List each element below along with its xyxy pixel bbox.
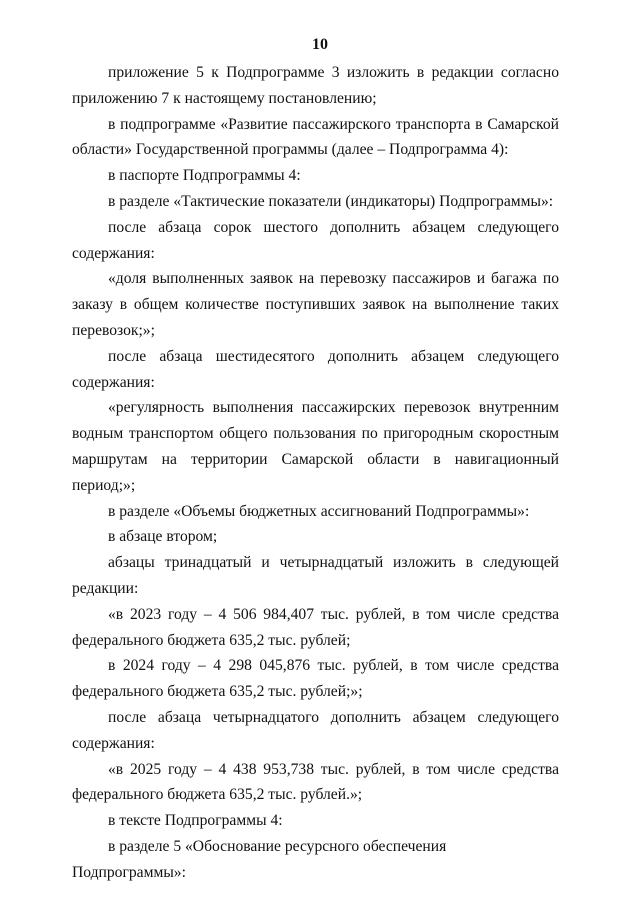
paragraph-section-5: в разделе 5 «Обоснование ресурсного обеспечения Подпрограммы»:	[72, 837, 447, 881]
paragraph-2025: «в 2025 году – 4 438 953,738 тыс. рублей, в том числе средства федерального бюджета 635,2 тыс. рублей.»;	[72, 760, 559, 804]
paragraph-2024: в 2024 году – 4 298 045,876 тыс. рублей, в том числе средства федерального бюджета 635,2 тыс. рублей;»;	[72, 657, 559, 701]
paragraph-passport: в паспорте Подпрограммы 4:	[108, 167, 301, 185]
paragraph-subprogram-4-intro: в подпрограмме «Развитие пассажирского транспорта в Самарской области» Государственной программы (далее – Подпрограмма 4):	[72, 115, 559, 159]
paragraph-after-46: после абзаца сорок шестого дополнить абзацем следующего содержания:	[72, 218, 559, 262]
paragraph-appendix-5: приложение 5 к Подпрограмме 3 изложить в редакции согласно приложению 7 к настоящему постановлению;	[72, 64, 559, 107]
paragraph-quote-regularity: «регулярность выполнения пассажирских перевозок внутренним водным транспортом общего пользования по пригородным скоростным маршрутам на территории Самарской области в навигационный период;»;	[72, 399, 559, 494]
document-body	[72, 60, 559, 886]
paragraph-2023: «в 2023 году – 4 506 984,407 тыс. рублей, в том числе средства федерального бюджета 635,2 тыс. рублей;	[72, 605, 559, 649]
paragraph-after-60: после абзаца шестидесятого дополнить абзацем следующего содержания:	[72, 347, 559, 391]
paragraph-quote-requests: «доля выполненных заявок на перевозку пассажиров и багажа по заказу в общем количестве поступивших заявок на выполнение таких перевозок;»;	[72, 270, 559, 339]
page-number: 10	[312, 36, 328, 53]
paragraph-second-para: в абзаце втором;	[108, 528, 218, 546]
paragraph-budget-section: в разделе «Объемы бюджетных ассигнований Подпрограммы»:	[108, 502, 530, 520]
paragraph-tactical-indicators: в разделе «Тактические показатели (индикаторы) Подпрограммы»:	[108, 192, 554, 210]
paragraph-13-14: абзацы тринадцатый и четырнадцатый изложить в следующей редакции:	[72, 554, 559, 597]
paragraph-text-subprogram-4: в тексте Подпрограммы 4:	[108, 812, 283, 830]
paragraph-after-14: после абзаца четырнадцатого дополнить абзацем следующего содержания:	[72, 708, 559, 752]
